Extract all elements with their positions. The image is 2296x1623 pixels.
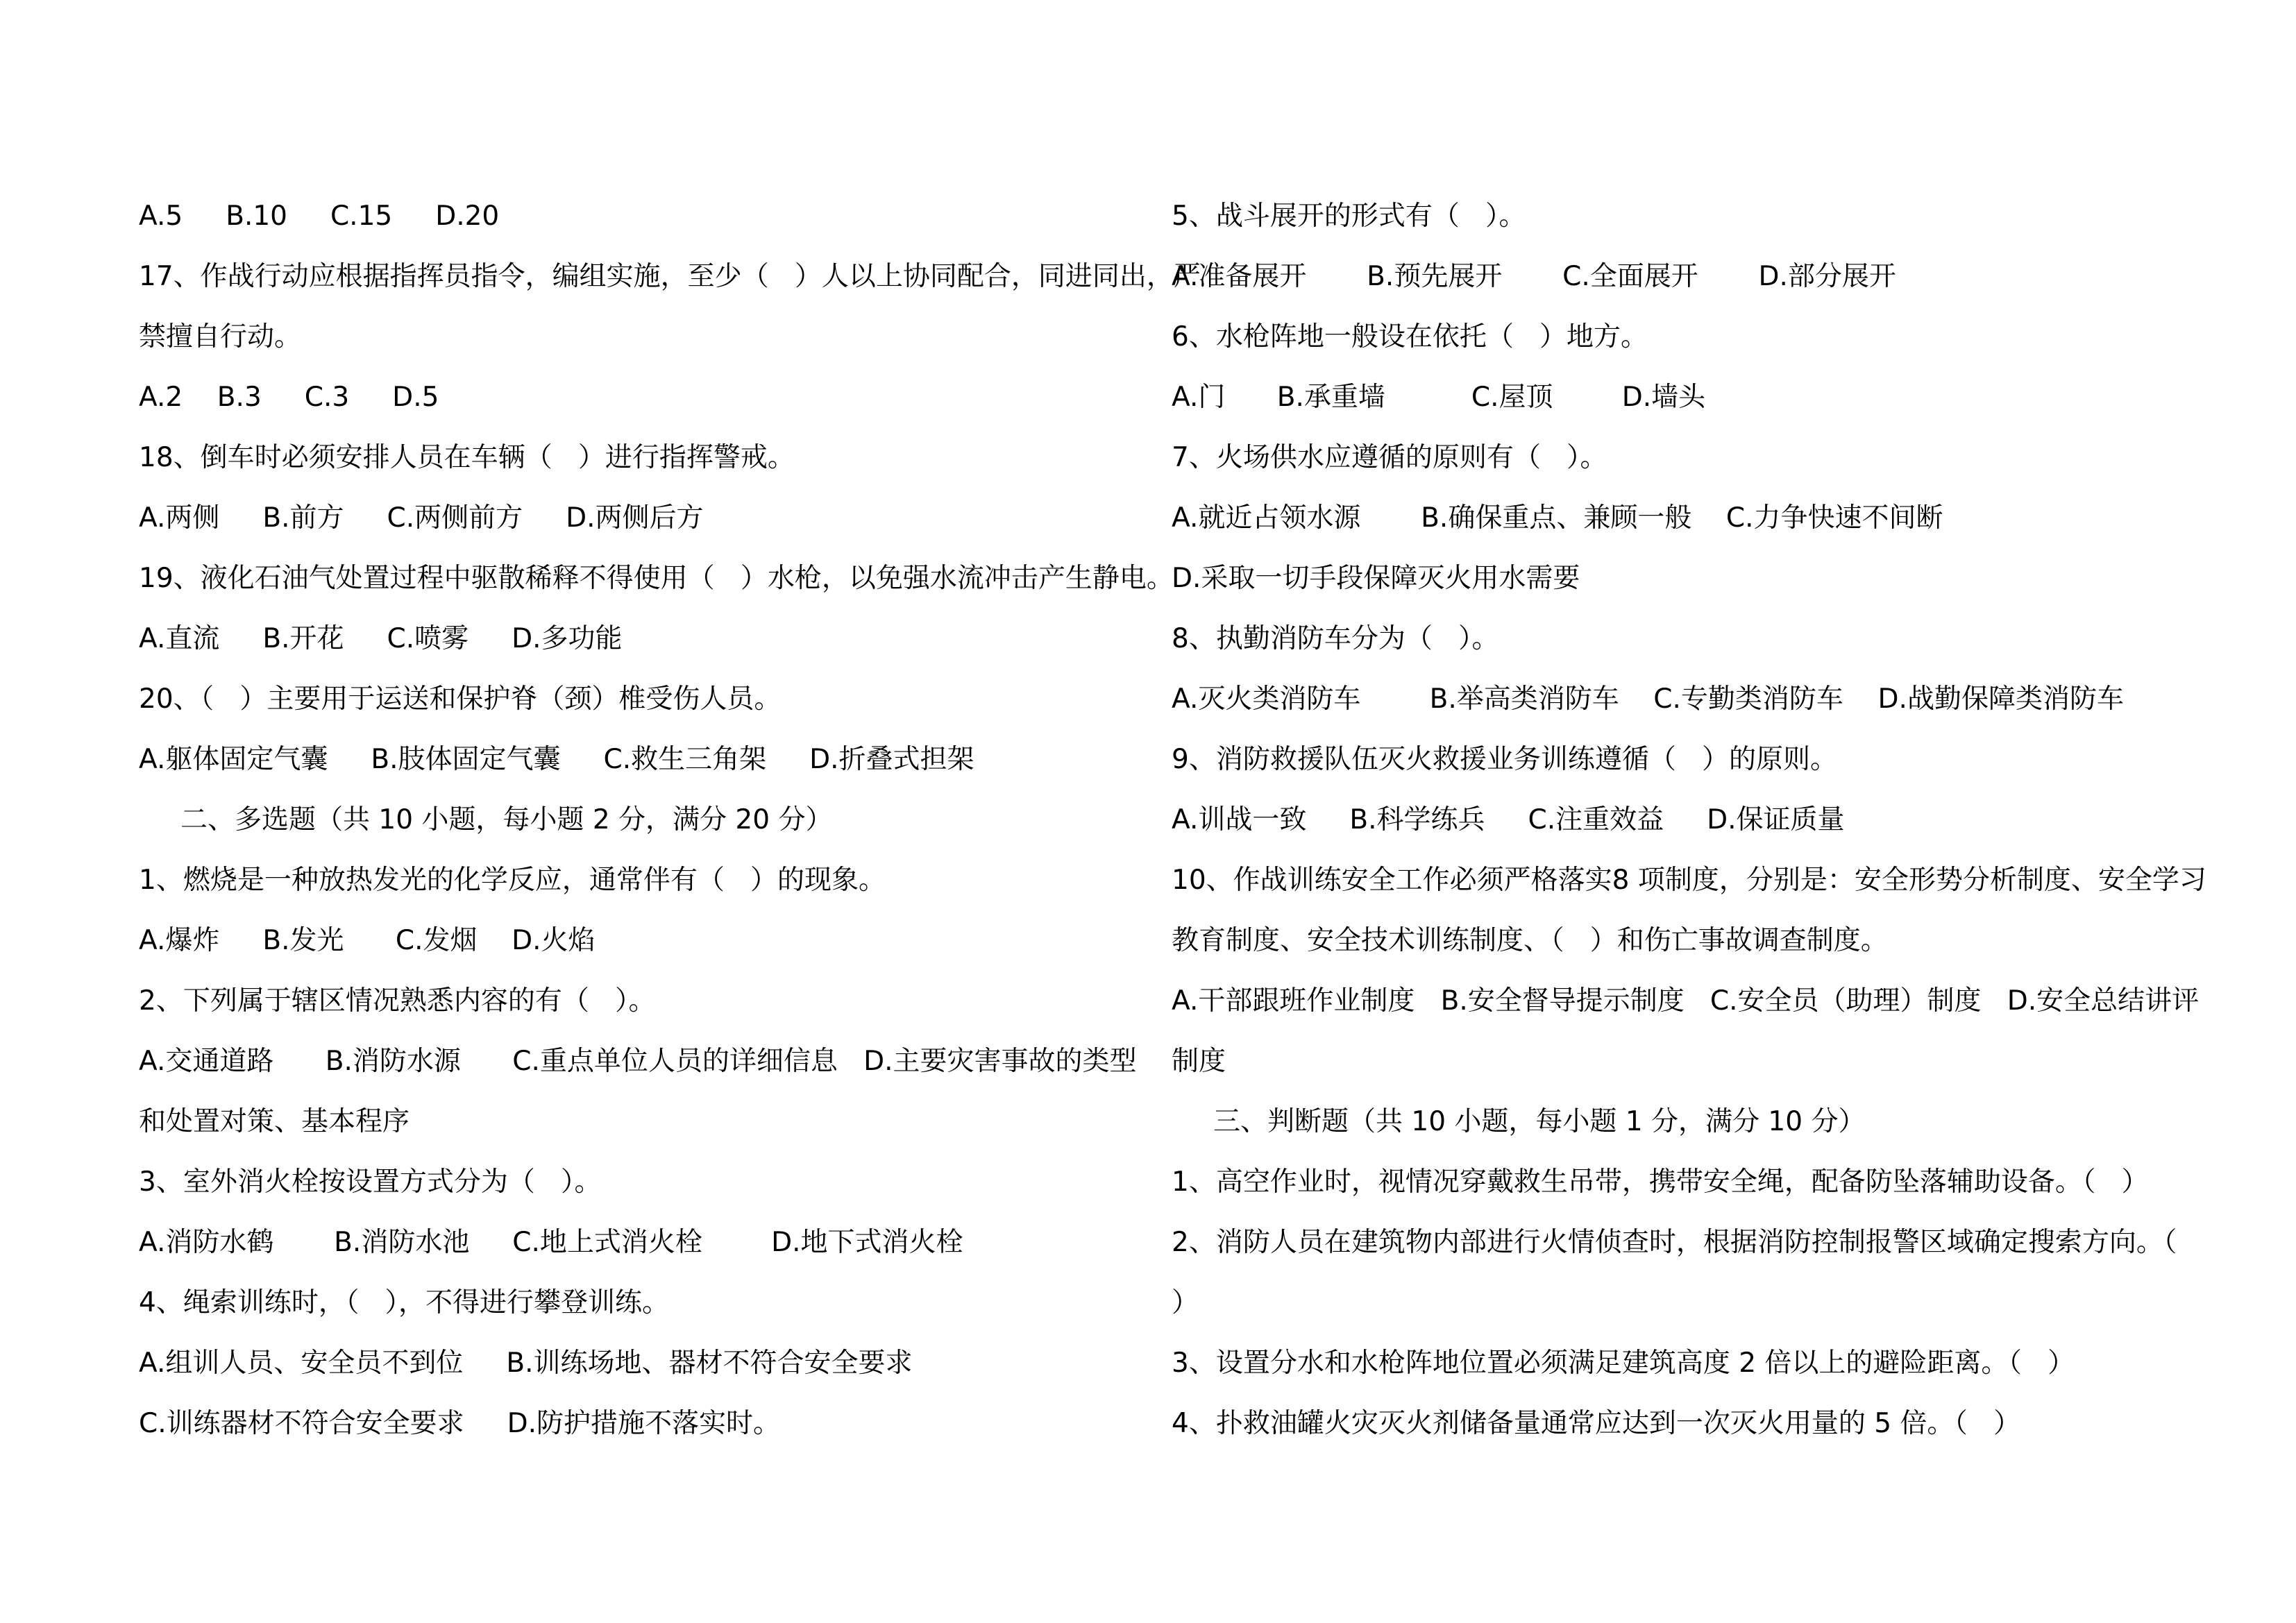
answer-options-q17: A.2 B.3 C.3 D.5 xyxy=(139,382,439,413)
answer-options-q20: A.躯体固定气囊 B.肢体固定气囊 C.救生三角架 D.折叠式担架 xyxy=(139,744,974,775)
mc-question-9: 9、消防救援队伍灭火救援业务训练遵循（ ）的原则。 xyxy=(1172,744,1838,775)
mc-answer-options-2-line-2: 和处置对策、基本程序 xyxy=(139,1106,410,1137)
mc-question-10-line-1: 10、作战训练安全工作必须严格落实8 项制度，分别是：安全形势分析制度、安全学习 xyxy=(1172,865,2206,896)
tf-question-4: 4、扑救油罐火灾灭火剂储备量通常应达到一次灭火用量的 5 倍。（ ） xyxy=(1172,1408,2021,1439)
answer-options-q16: A.5 B.10 C.15 D.20 xyxy=(139,201,500,232)
mc-answer-options-7-line-1: A.就近占领水源 B.确保重点、兼顾一般 C.力争快速不间断 xyxy=(1172,502,1943,534)
question-18: 18、倒车时必须安排人员在车辆（ ）进行指挥警戒。 xyxy=(139,442,795,473)
mc-question-8: 8、执勤消防车分为（ ）。 xyxy=(1172,623,1499,654)
question-17-line-2: 禁擅自行动。 xyxy=(139,321,302,352)
tf-question-3: 3、设置分水和水枪阵地位置必须满足建筑高度 2 倍以上的避险距离。（ ） xyxy=(1172,1348,2075,1379)
mc-question-3: 3、室外消火栓按设置方式分为（ ）。 xyxy=(139,1166,602,1198)
tf-question-2-line-1: 2、消防人员在建筑物内部进行火情侦查时，根据消防控制报警区域确定搜索方向。（ xyxy=(1172,1227,2177,1258)
answer-options-q18: A.两侧 B.前方 C.两侧前方 D.两侧后方 xyxy=(139,502,704,534)
mc-question-4: 4、绳索训练时，（ ），不得进行攀登训练。 xyxy=(139,1287,670,1318)
section-heading-multiple-choice: 二、多选题（共 10 小题，每小题 2 分，满分 20 分） xyxy=(180,804,833,835)
answer-options-q19: A.直流 B.开花 C.喷雾 D.多功能 xyxy=(139,623,623,654)
question-19: 19、液化石油气处置过程中驱散稀释不得使用（ ）水枪，以免强水流冲击产生静电。 xyxy=(139,563,1174,594)
mc-answer-options-1: A.爆炸 B.发光 C.发烟 D.火焰 xyxy=(139,925,596,956)
mc-answer-options-10-line-1: A.干部跟班作业制度 B.安全督导提示制度 C.安全员（助理）制度 D.安全总结讲评 xyxy=(1172,985,2200,1017)
section-heading-true-false: 三、判断题（共 10 小题，每小题 1 分，满分 10 分） xyxy=(1213,1106,1866,1137)
mc-answer-options-4-line-2: C.训练器材不符合安全要求 D.防护措施不落实时。 xyxy=(139,1408,781,1439)
mc-question-7: 7、火场供水应遵循的原则有（ ）。 xyxy=(1172,442,1607,473)
mc-answer-options-9: A.训战一致 B.科学练兵 C.注重效益 D.保证质量 xyxy=(1172,804,1845,835)
mc-question-5: 5、战斗展开的形式有（ ）。 xyxy=(1172,201,1526,232)
tf-question-2-line-2: ） xyxy=(1172,1287,1199,1318)
mc-question-6: 6、水枪阵地一般设在依托（ ）地方。 xyxy=(1172,321,1648,352)
mc-answer-options-4-line-1: A.组训人员、安全员不到位 B.训练场地、器材不符合安全要求 xyxy=(139,1348,913,1379)
question-17-line-1: 17、作战行动应根据指挥员指令，编组实施，至少（ ）人以上协同配合，同进同出，严 xyxy=(139,261,1201,292)
mc-answer-options-6: A.门 B.承重墙 C.屋顶 D.墙头 xyxy=(1172,382,1706,413)
right-column xyxy=(1172,186,2206,1454)
mc-answer-options-10-line-2: 制度 xyxy=(1172,1046,1226,1077)
mc-answer-options-3: A.消防水鹤 B.消防水池 C.地上式消火栓 D.地下式消火栓 xyxy=(139,1227,963,1258)
mc-answer-options-5: A.准备展开 B.预先展开 C.全面展开 D.部分展开 xyxy=(1172,261,1896,292)
mc-question-10-line-2: 教育制度、安全技术训练制度、（ ）和伤亡事故调查制度。 xyxy=(1172,925,1888,956)
mc-answer-options-7-line-2: D.采取一切手段保障灭火用水需要 xyxy=(1172,563,1580,594)
mc-answer-options-2-line-1: A.交通道路 B.消防水源 C.重点单位人员的详细信息 D.主要灾害事故的类型 xyxy=(139,1046,1137,1077)
mc-question-2: 2、下列属于辖区情况熟悉内容的有（ ）。 xyxy=(139,985,656,1017)
mc-answer-options-8: A.灭火类消防车 B.举高类消防车 C.专勤类消防车 D.战勤保障类消防车 xyxy=(1172,683,2124,715)
question-20: 20、（ ）主要用于运送和保护脊（颈）椎受伤人员。 xyxy=(139,683,782,715)
tf-question-1: 1、高空作业时，视情况穿戴救生吊带，携带安全绳，配备防坠落辅助设备。（ ） xyxy=(1172,1166,2149,1198)
mc-question-1: 1、燃烧是一种放热发光的化学反应，通常伴有（ ）的现象。 xyxy=(139,865,886,896)
